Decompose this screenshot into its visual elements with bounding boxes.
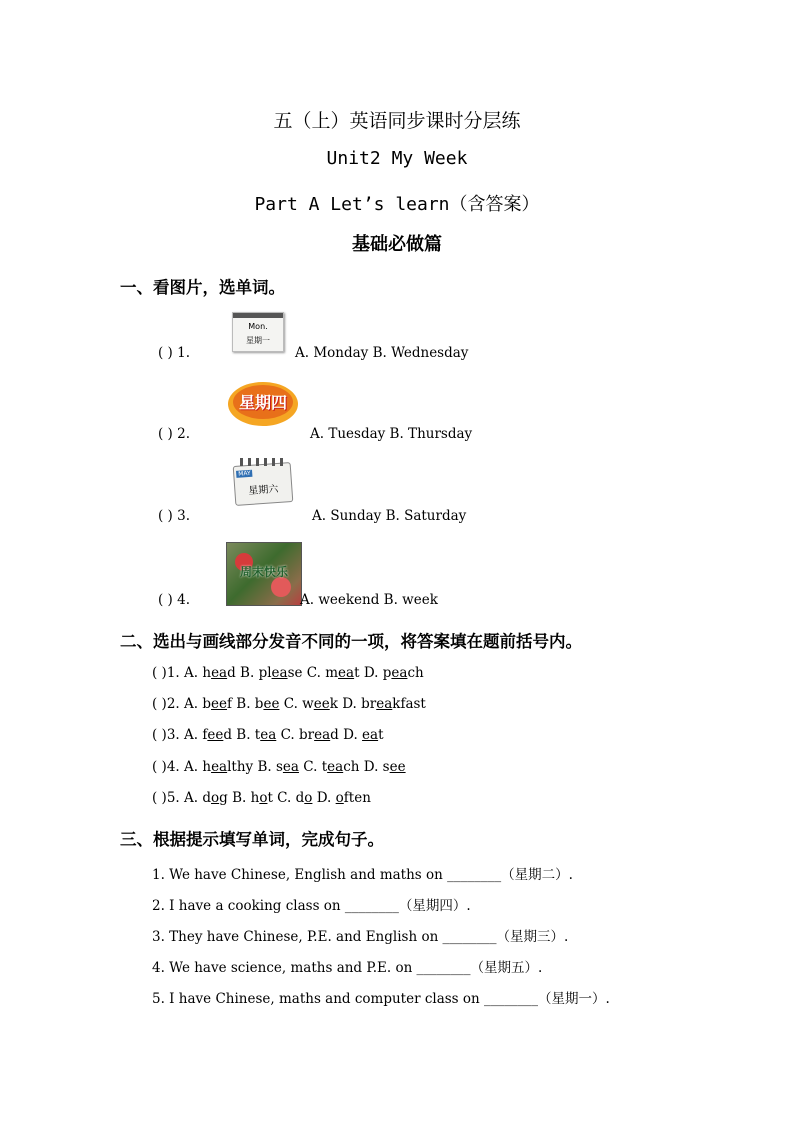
- sentence-1: 1. We have Chinese, English and maths on ________（星期二）.: [152, 867, 573, 883]
- word-part: d: [295, 790, 305, 806]
- word-part: B.: [227, 790, 251, 806]
- word-part: b: [254, 696, 264, 712]
- q2-options: A. Tuesday B. Thursday: [310, 426, 473, 442]
- phonics-row-number: ( )1.: [152, 665, 180, 681]
- word-part: C.: [279, 696, 303, 712]
- underlined-letters: o: [304, 790, 313, 806]
- word-part: k: [329, 696, 338, 712]
- word-part: B.: [232, 696, 255, 712]
- word-part: h: [202, 665, 212, 681]
- underlined-letters: ea: [327, 759, 344, 775]
- underlined-letters: ea: [338, 665, 355, 681]
- word-part: lthy: [227, 759, 254, 775]
- underlined-letters: o: [259, 790, 268, 806]
- saturday-calendar-month: MAY: [238, 469, 251, 478]
- underlined-letters: ea: [391, 665, 408, 681]
- word-part: C.: [302, 665, 326, 681]
- underlined-letters: ea: [376, 696, 393, 712]
- word-part: ften: [343, 790, 371, 806]
- word-part: B.: [253, 759, 276, 775]
- thursday-badge-image: [226, 378, 300, 428]
- level-title: 基础必做篇: [352, 234, 442, 255]
- saturday-calendar-image: [232, 458, 292, 504]
- word-part: t: [267, 790, 273, 806]
- underlined-letters: o: [211, 790, 220, 806]
- underlined-letters: o: [335, 790, 344, 806]
- section3-heading: 三、根据提示填写单词，完成句子。: [120, 830, 384, 849]
- sentence-3: 3. They have Chinese, P.E. and English on ________（星期三）.: [152, 929, 569, 945]
- happy-weekend-text: 周末快乐: [239, 565, 288, 579]
- monday-calendar-top-text: Mon.: [248, 322, 268, 331]
- underlined-letters: ee: [313, 696, 330, 712]
- phonics-row: [152, 727, 384, 743]
- q1-options: A. Monday B. Wednesday: [295, 345, 469, 361]
- word-part: t: [254, 727, 261, 743]
- word-part: d: [202, 790, 212, 806]
- word-part: d: [227, 665, 236, 681]
- word-part: t: [321, 759, 328, 775]
- unit-title: Unit2 My Week: [326, 148, 468, 169]
- worksheet-title: 五（上）英语同步课时分层练: [273, 110, 521, 132]
- phonics-row: [152, 759, 406, 775]
- monday-calendar-image: [232, 312, 284, 352]
- word-part: A.: [184, 790, 203, 806]
- word-part: C.: [272, 790, 296, 806]
- word-part: A.: [184, 665, 203, 681]
- section1-heading: 一、看图片，选单词。: [120, 278, 285, 297]
- underlined-letters: ea: [211, 759, 228, 775]
- phonics-row: [152, 665, 424, 681]
- sentence-2: 2. I have a cooking class on ________（星期四）.: [152, 898, 471, 914]
- word-part: m: [325, 665, 339, 681]
- q4-options: A. weekend B. week: [300, 592, 438, 608]
- happy-weekend-image: [226, 542, 302, 606]
- q2-number: ( ) 2.: [158, 426, 190, 442]
- phonics-row-number: ( )3.: [152, 727, 180, 743]
- underlined-letters: ea: [271, 665, 288, 681]
- word-part: D.: [312, 790, 336, 806]
- part-title: Part A Let’s learn（含答案）: [254, 194, 540, 215]
- word-part: A.: [184, 727, 203, 743]
- sentence-5: 5. I have Chinese, maths and computer class on ________（星期一）.: [152, 991, 610, 1007]
- word-part: B.: [232, 727, 255, 743]
- word-part: f: [202, 727, 208, 743]
- word-part: s: [382, 759, 390, 775]
- underlined-letters: ee: [211, 696, 227, 712]
- word-part: t: [354, 665, 360, 681]
- q1-number: ( ) 1.: [158, 345, 190, 361]
- word-part: A.: [184, 759, 203, 775]
- word-part: h: [250, 790, 260, 806]
- word-part: D.: [359, 665, 383, 681]
- word-part: s: [275, 759, 283, 775]
- word-part: f: [227, 696, 232, 712]
- word-part: br: [299, 727, 315, 743]
- phonics-row-number: ( )2.: [152, 696, 180, 712]
- word-part: D.: [359, 759, 383, 775]
- word-part: B.: [235, 665, 259, 681]
- section2-heading: 二、选出与画线部分发音不同的一项，将答案填在题前括号内。: [120, 632, 582, 651]
- q3-number: ( ) 3.: [158, 508, 190, 524]
- underlined-letters: ee: [207, 727, 224, 743]
- word-part: d: [223, 727, 232, 743]
- q3-options: A. Sunday B. Saturday: [312, 508, 467, 524]
- word-part: p: [382, 665, 392, 681]
- word-part: D.: [338, 727, 363, 743]
- word-part: t: [378, 727, 384, 743]
- word-part: D.: [337, 696, 362, 712]
- thursday-badge-text: 星期四: [238, 393, 287, 412]
- phonics-row-number: ( )5.: [152, 790, 180, 806]
- saturday-calendar-text: 星期六: [248, 483, 279, 498]
- word-part: ch: [407, 665, 424, 681]
- word-part: h: [202, 759, 212, 775]
- word-part: w: [302, 696, 314, 712]
- monday-calendar-bottom-text: 星期一: [246, 336, 270, 345]
- underlined-letters: ea: [314, 727, 331, 743]
- underlined-letters: ee: [263, 696, 280, 712]
- word-part: C.: [298, 759, 322, 775]
- word-part: ch: [343, 759, 360, 775]
- word-part: g: [219, 790, 228, 806]
- phonics-row: [152, 696, 426, 712]
- underlined-letters: ee: [389, 759, 406, 775]
- word-part: C.: [276, 727, 300, 743]
- word-part: br: [361, 696, 377, 712]
- word-part: se: [287, 665, 303, 681]
- word-part: A.: [184, 696, 203, 712]
- word-part: kfast: [392, 696, 426, 712]
- underlined-letters: ea: [211, 665, 228, 681]
- sentence-4: 4. We have science, maths and P.E. on ________（星期五）.: [152, 960, 543, 976]
- q4-number: ( ) 4.: [158, 592, 190, 608]
- word-part: d: [330, 727, 339, 743]
- underlined-letters: ea: [282, 759, 299, 775]
- word-part: b: [202, 696, 212, 712]
- phonics-row-number: ( )4.: [152, 759, 180, 775]
- underlined-letters: ea: [362, 727, 379, 743]
- phonics-row: [152, 790, 371, 806]
- word-part: pl: [258, 665, 272, 681]
- underlined-letters: ea: [260, 727, 277, 743]
